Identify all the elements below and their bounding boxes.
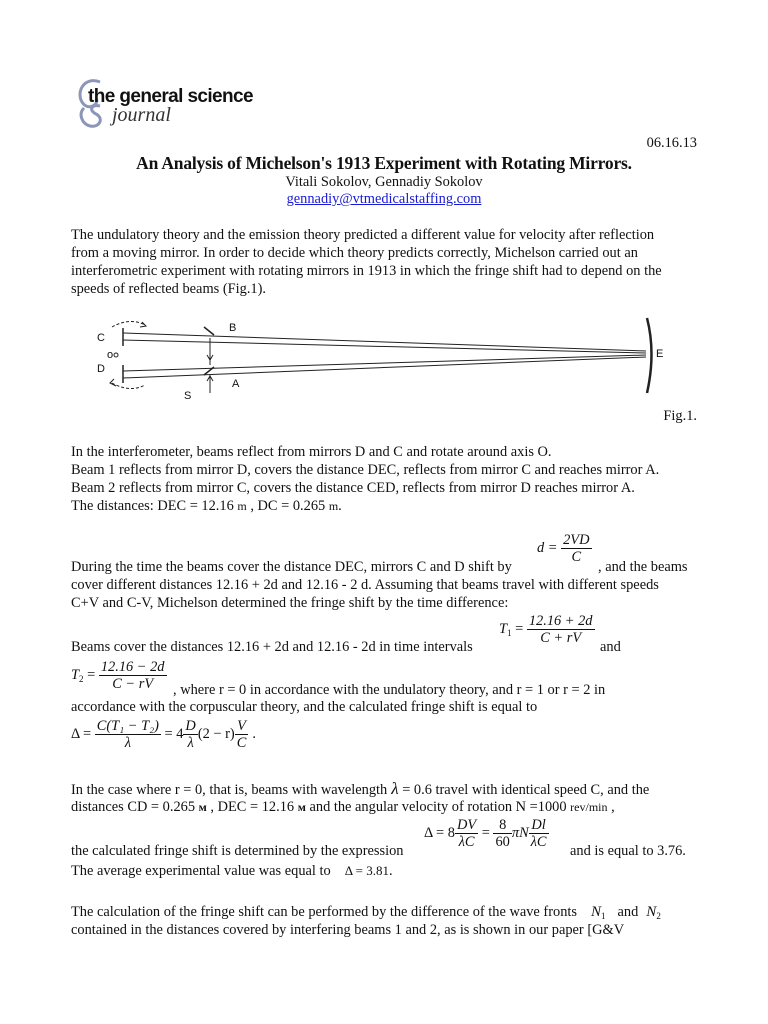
eq-calc-den3: λC xyxy=(530,834,547,850)
eq-delta-paren: (2 − r) xyxy=(197,725,235,742)
eq-t1-num: 12.16 + 2d xyxy=(528,613,593,629)
label-b: B xyxy=(229,322,237,334)
para5-l1b: = 0.6 travel with identical speed C, and the xyxy=(398,782,650,798)
axis-o xyxy=(114,353,118,357)
label-o: o xyxy=(107,349,114,361)
label-s: S xyxy=(184,390,192,402)
para5-line-4 xyxy=(71,862,393,880)
eq-t1-lhs: T xyxy=(499,620,508,637)
para2-line-2: Beam 1 reflects from mirror D, covers the distance DEC, reflects from mirror C and reaches mirror A. xyxy=(71,462,660,478)
date: 06.16.13 xyxy=(646,135,697,151)
para4-line-2b: , where r = 0 in accordance with the undulatory theory, and r = 1 or r = 2 in xyxy=(173,682,606,698)
eq-t2-eq: = xyxy=(83,666,99,683)
eq-calc-den2: 60 xyxy=(495,834,510,850)
para5-unit-1: м xyxy=(198,800,207,814)
para5-l2a: distances CD = 0.265 xyxy=(71,799,199,815)
para5-l4c: . xyxy=(388,863,393,879)
eq-t1-eq: = xyxy=(511,620,527,637)
eq-t2-sub: 2 xyxy=(79,673,84,684)
eq-t2-num: 12.16 − 2d xyxy=(100,659,165,675)
para3-line-1a: During the time the beams cover the distance DEC, mirrors C and D shift by xyxy=(71,559,512,575)
para6-n2: N xyxy=(646,904,657,920)
eq-delta-den3: C xyxy=(236,735,247,751)
paper-title: An Analysis of Michelson's 1913 Experiment with Rotating Mirrors. xyxy=(136,153,632,173)
eq-t1-sub: 1 xyxy=(507,627,512,638)
journal-logo xyxy=(74,74,264,134)
eq-calc-num2: 8 xyxy=(493,817,511,834)
eq-calc-eq: = xyxy=(478,824,494,841)
eq-delta-den1: λ xyxy=(124,735,131,751)
eq-delta-num1: C(T₁ − T₂) xyxy=(96,718,159,734)
eq-calc-num1: DV xyxy=(456,817,477,833)
eq-calc-frac-1 xyxy=(455,817,478,850)
intro-line-1: The undulatory theory and the emission theory predicted a different value for velocity after reflection xyxy=(71,227,655,243)
para6-line-2: contained in the distances covered by interfering beams 1 and 2, as is shown in our paper [G&V xyxy=(71,922,625,938)
para2-line-1: In the interferometer, beams reflect from mirrors D and C and rotate around axis O. xyxy=(71,444,552,460)
para5-l1a: In the case where r = 0, that is, beams with wavelength xyxy=(71,782,388,798)
rotation-arc-bottom xyxy=(112,383,145,389)
eq-delta-frac-2 xyxy=(183,718,197,751)
eq-d-fraction xyxy=(561,532,591,565)
authors: Vitali Sokolov, Gennadiy Sokolov xyxy=(285,174,483,190)
eq-delta-num2: D xyxy=(185,718,196,734)
para4-line-3: accordance with the corpuscular theory, and the calculated fringe shift is equal to xyxy=(71,699,538,715)
intro-line-2: from a moving mirror. In order to decide which theory predicts correctly, Michelson carried out an xyxy=(71,245,638,261)
intro-line-3: interferometric experiment with rotating mirrors in 1913 in which the fringe shift had to depend on the xyxy=(71,263,662,279)
para6-and: and xyxy=(617,904,639,920)
para5-l2c: and the angular velocity of rotation N =1000 xyxy=(305,799,571,815)
para4-line-1a: Beams cover the distances 12.16 + 2d and 12.16 - 2d in time intervals xyxy=(71,639,473,655)
eq-delta-lhs: Δ = xyxy=(71,725,95,742)
eq-delta-frac-3 xyxy=(235,718,249,751)
intro-line-4: speeds of reflected beams (Fig.1). xyxy=(71,281,267,297)
eq-d-num: 2VD xyxy=(563,532,590,548)
para5-lambda: λ xyxy=(391,779,399,798)
para5-unit-3: rev/min xyxy=(570,800,608,814)
para5-line-3a: the calculated fringe shift is determined by the expression xyxy=(71,843,404,859)
eq-calc-frac-3 xyxy=(529,817,549,850)
distances-unit-2: m xyxy=(328,499,339,513)
distances-unit-1: m xyxy=(237,499,247,513)
rotation-arc-top xyxy=(112,321,145,327)
distances-lead: The distances: DEC = 12.16 xyxy=(71,498,238,514)
figure-caption: Fig.1. xyxy=(663,408,697,424)
eq-calc-num3: Dl xyxy=(529,817,549,834)
equation-d xyxy=(537,532,592,565)
mirror-b xyxy=(204,327,214,335)
equation-t1 xyxy=(499,613,595,646)
para6-n1-sub: 1 xyxy=(601,911,606,921)
para5-l4b: Δ = 3.81 xyxy=(344,863,389,878)
eq-t1-den: C + rV xyxy=(540,630,582,646)
para5-l2d: , xyxy=(607,799,615,815)
para6-l1a: The calculation of the fringe shift can be performed by the difference of the wave fronts xyxy=(71,904,577,920)
eq-d-lhs: d = xyxy=(537,539,562,556)
eq-calc-frac-2 xyxy=(493,817,511,850)
para6-n1: N xyxy=(591,904,602,920)
para5-line-3b: and is equal to 3.76. xyxy=(570,843,686,859)
para5-line-1 xyxy=(71,780,649,799)
eq-calc-den1: λC xyxy=(458,834,475,850)
eq-calc-lhs: Δ = 8 xyxy=(424,824,455,841)
eq-t1-fraction xyxy=(527,613,595,646)
para4-line-1b: and xyxy=(600,639,621,655)
para5-unit-2: м xyxy=(297,800,306,814)
figure-1-diagram xyxy=(90,313,690,403)
equation-calc xyxy=(424,817,549,850)
label-d: D xyxy=(97,363,105,375)
para5-l2b: , DEC = 12.16 xyxy=(206,799,298,815)
distances-line xyxy=(71,497,342,515)
para5-line-2 xyxy=(71,798,615,816)
eq-d-den: C xyxy=(571,549,582,565)
eq-delta-num3: V xyxy=(235,718,249,735)
eq-calc-mid: πN xyxy=(511,824,529,841)
label-e: E xyxy=(656,348,664,360)
distances-end: . xyxy=(338,498,342,514)
para3-line-2: cover different distances 12.16 + 2d and 12.16 - 2 d. Assuming that beams travel with different speeds xyxy=(71,577,659,593)
eq-delta-frac-1 xyxy=(95,718,161,751)
journal-name-line2: journal xyxy=(112,104,171,126)
email-link[interactable]: gennadiy@vtmedicalstaffing.com xyxy=(286,191,482,207)
para6-n2-sub: 2 xyxy=(656,911,661,921)
para3-line-1b: , and the beams xyxy=(598,559,688,575)
eq-delta-den2: λ xyxy=(187,735,194,751)
equation-t2 xyxy=(71,659,167,692)
para2-line-3: Beam 2 reflects from mirror C, covers the distance CED, reflects from mirror D reaches mirror A. xyxy=(71,480,635,496)
eq-t2-fraction xyxy=(99,659,167,692)
para3-line-3: C+V and C-V, Michelson determined the fringe shift by the time difference: xyxy=(71,595,509,611)
distances-mid: , DC = 0.265 xyxy=(246,498,329,514)
equation-delta xyxy=(71,718,256,751)
eq-t2-den: C − rV xyxy=(112,676,154,692)
eq-delta-mid: = 4 xyxy=(160,725,184,742)
para5-l4a: The average experimental value was equal to xyxy=(71,863,331,879)
email-link-wrap xyxy=(0,191,768,208)
eq-delta-end: . xyxy=(252,725,256,742)
label-c: C xyxy=(97,332,105,344)
eq-t2-lhs: T xyxy=(71,666,80,683)
journal-name-line1: the general science xyxy=(88,86,253,107)
mirror-e xyxy=(647,318,652,393)
label-a: A xyxy=(232,378,240,390)
